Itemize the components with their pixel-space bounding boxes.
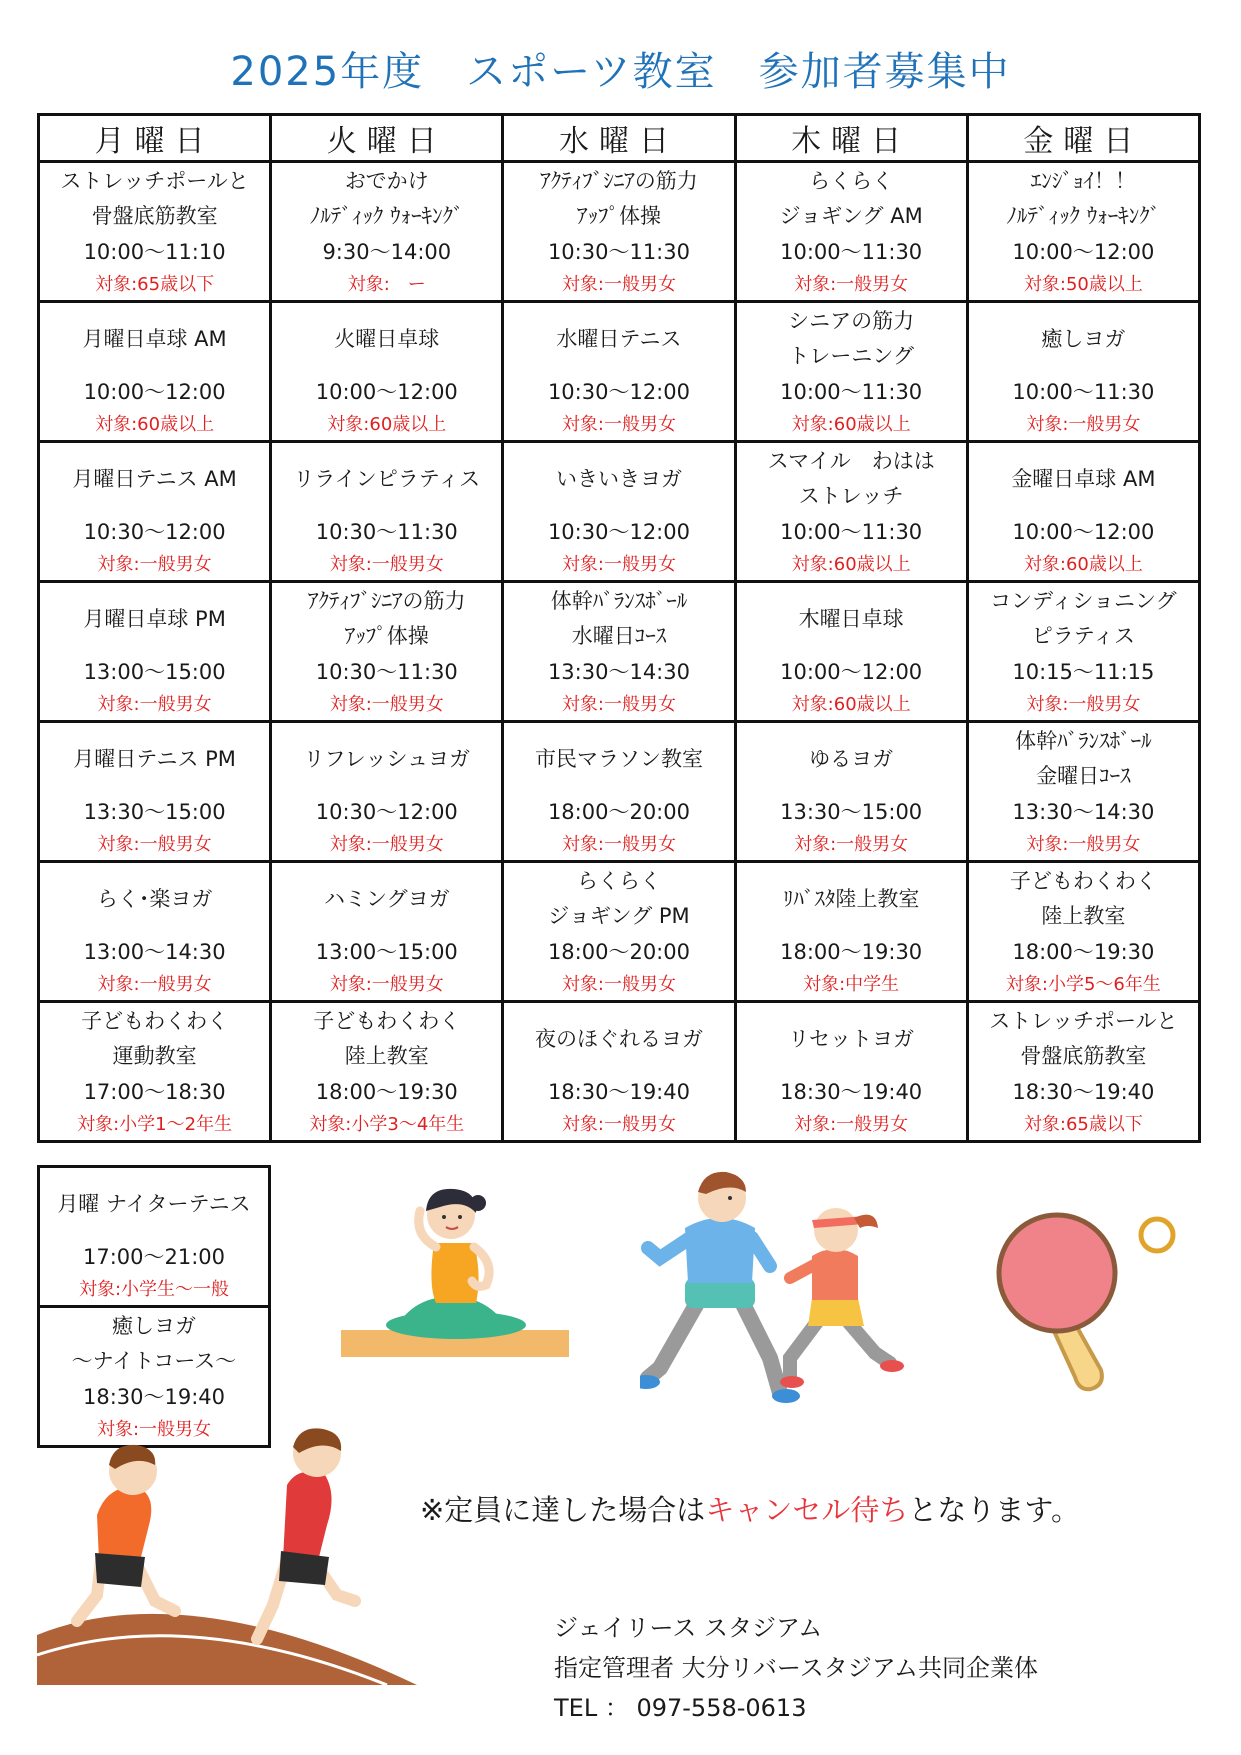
class-time: 18:00～19:30 bbox=[780, 940, 923, 964]
class-target: 対象:一般男女 bbox=[329, 694, 444, 715]
class-name bbox=[504, 1003, 733, 1075]
class-cell-tue bbox=[271, 1002, 503, 1142]
class-time: 18:00～19:30 bbox=[315, 1080, 458, 1104]
class-target: 対象:一般男女 bbox=[561, 1114, 676, 1135]
class-name-line: 市民マラソン教室 bbox=[534, 746, 703, 771]
class-cell-thu bbox=[735, 862, 967, 1002]
class-time: 10:15～11:15 bbox=[1012, 660, 1155, 684]
class-name bbox=[969, 303, 1198, 375]
manager-name: 指定管理者 大分リバースタジアム共同企業体 bbox=[554, 1654, 1039, 1682]
class-cell-fri bbox=[967, 722, 1199, 862]
class-cell-mon bbox=[39, 862, 271, 1002]
class-name-line: ピラティス bbox=[1031, 624, 1136, 648]
class-target: 対象:60歳以上 bbox=[791, 554, 911, 575]
class-cell-thu bbox=[735, 722, 967, 862]
class-time: 10:00～12:00 bbox=[1012, 240, 1155, 264]
class-time: 10:00～11:30 bbox=[1012, 380, 1155, 404]
class-target: 対象:一般男女 bbox=[329, 974, 444, 995]
class-time: 18:00～20:00 bbox=[547, 800, 690, 824]
class-cell-content bbox=[272, 1003, 501, 1140]
class-cell-mon bbox=[39, 582, 271, 722]
class-cell-wed bbox=[503, 582, 735, 722]
class-name bbox=[272, 583, 501, 655]
class-cell-content bbox=[272, 583, 501, 720]
class-cell-content bbox=[272, 863, 501, 1000]
class-name-line: ジョギング PM bbox=[548, 904, 690, 928]
class-target: 対象:一般男女 bbox=[96, 1419, 212, 1440]
class-time: 18:00～20:00 bbox=[547, 940, 690, 964]
class-time: 13:00～15:00 bbox=[315, 940, 458, 964]
class-target: 対象:一般男女 bbox=[561, 554, 676, 575]
class-name-line: 月曜日卓球 PM bbox=[83, 606, 226, 631]
class-target: 対象:一般男女 bbox=[794, 834, 909, 855]
class-target: 対象:一般男女 bbox=[329, 834, 444, 855]
class-cell-wed bbox=[503, 1002, 735, 1142]
class-time: 10:00～12:00 bbox=[1012, 520, 1155, 544]
class-cell-content bbox=[737, 863, 966, 1000]
class-name-line: ゆるヨガ bbox=[809, 746, 894, 771]
class-cell-content bbox=[969, 163, 1198, 300]
class-name bbox=[969, 723, 1198, 795]
class-cell-content bbox=[504, 583, 733, 720]
schedule-row bbox=[39, 302, 1200, 442]
class-name bbox=[969, 443, 1198, 515]
class-cell-tue bbox=[271, 722, 503, 862]
class-name-line: ～ナイトコース～ bbox=[71, 1349, 237, 1373]
class-cell-content bbox=[737, 583, 966, 720]
day-header-tue: 火曜日 bbox=[271, 115, 503, 162]
class-name-line: 月曜日テニス PM bbox=[73, 746, 236, 771]
class-name-line: スマイル わはは bbox=[767, 449, 935, 473]
class-name-line: ｱｸﾃｨﾌﾞｼﾆｱの筋力 bbox=[308, 589, 466, 613]
class-target: 対象:一般男女 bbox=[97, 554, 212, 575]
phone-number: TEL ： 097-558-0613 bbox=[554, 1694, 807, 1722]
class-name-line: 陸上教室 bbox=[344, 1044, 429, 1068]
class-cell-content bbox=[272, 163, 501, 300]
class-name-line: 水曜日テニス bbox=[556, 326, 682, 351]
class-name bbox=[40, 863, 269, 935]
class-cell-wed bbox=[503, 162, 735, 302]
class-name bbox=[40, 1308, 268, 1380]
class-name bbox=[969, 863, 1198, 935]
class-name-line: 月曜 ナイターテニス bbox=[57, 1191, 251, 1216]
class-time: 18:30～19:40 bbox=[547, 1080, 690, 1104]
class-target: 対象:60歳以上 bbox=[791, 694, 911, 715]
class-name-line: 水曜日ｺｰｽ bbox=[571, 624, 667, 648]
class-cell-tue bbox=[271, 162, 503, 302]
class-cell-content bbox=[40, 443, 269, 580]
class-name bbox=[40, 583, 269, 655]
class-time: 10:00～11:30 bbox=[780, 380, 923, 404]
class-target: 対象:一般男女 bbox=[561, 694, 676, 715]
class-name bbox=[504, 583, 733, 655]
class-time: 10:30～12:00 bbox=[547, 380, 690, 404]
class-cell-content bbox=[272, 303, 501, 440]
schedule-row bbox=[39, 862, 1200, 1002]
class-time: 13:30～14:30 bbox=[547, 660, 690, 684]
class-name-line: 夜のほぐれるヨガ bbox=[534, 1026, 703, 1051]
class-name-line: らく･楽ヨガ bbox=[96, 886, 213, 911]
class-name bbox=[504, 443, 733, 515]
class-time: 18:30～19:40 bbox=[1012, 1080, 1155, 1104]
class-cell-content bbox=[40, 723, 269, 860]
class-cell-content bbox=[504, 163, 733, 300]
class-cell-wed bbox=[503, 302, 735, 442]
class-name bbox=[272, 723, 501, 795]
class-target: 対象:65歳以下 bbox=[95, 274, 215, 295]
class-cell-fri bbox=[967, 1002, 1199, 1142]
class-cell-mon bbox=[39, 302, 271, 442]
class-name-line: 子どもわくわく bbox=[1009, 869, 1157, 893]
class-cell-content bbox=[969, 443, 1198, 580]
class-name bbox=[272, 163, 501, 235]
schedule-row bbox=[39, 582, 1200, 722]
schedule-row bbox=[39, 162, 1200, 302]
ping-pong-paddle-illustration bbox=[995, 1205, 1195, 1395]
class-name-line: リフレッシュヨガ bbox=[303, 746, 471, 771]
class-cell-fri bbox=[967, 162, 1199, 302]
class-cell-thu bbox=[735, 442, 967, 582]
class-name bbox=[504, 303, 733, 375]
class-name-line: 木曜日卓球 bbox=[798, 606, 904, 631]
class-target: 対象:小学生～一般 bbox=[78, 1279, 230, 1300]
class-cell-fri bbox=[967, 582, 1199, 722]
class-time: 18:30～19:40 bbox=[780, 1080, 923, 1104]
class-target: 対象:中学生 bbox=[803, 974, 900, 995]
class-cell-tue bbox=[271, 862, 503, 1002]
class-name-line: おでかけ bbox=[344, 169, 429, 193]
class-cell-content bbox=[40, 163, 269, 300]
class-name-line: ストレッチポールと bbox=[989, 1009, 1178, 1033]
class-time: 17:00～21:00 bbox=[82, 1245, 226, 1269]
class-name-line: 運動教室 bbox=[112, 1044, 197, 1068]
class-cell-content bbox=[737, 163, 966, 300]
class-name-line: ジョギング AM bbox=[779, 204, 923, 228]
class-name bbox=[737, 1003, 966, 1075]
class-cell-content bbox=[504, 863, 733, 1000]
class-target: 対象:小学1～2年生 bbox=[77, 1114, 233, 1135]
class-cell-content bbox=[969, 583, 1198, 720]
class-time: 18:30～19:40 bbox=[82, 1385, 226, 1409]
class-cell-thu bbox=[735, 1002, 967, 1142]
class-time: 10:00～12:00 bbox=[83, 380, 226, 404]
extra-row bbox=[39, 1167, 270, 1307]
class-cell-content bbox=[737, 443, 966, 580]
class-target: 対象:一般男女 bbox=[329, 554, 444, 575]
class-target: 対象:50歳以上 bbox=[1023, 274, 1143, 295]
class-time: 9:30～14:00 bbox=[322, 240, 452, 264]
class-cell-mon bbox=[39, 722, 271, 862]
class-target: 対象:一般男女 bbox=[561, 974, 676, 995]
class-cell-thu bbox=[735, 162, 967, 302]
class-name-line: 火曜日卓球 bbox=[334, 326, 440, 351]
class-name bbox=[272, 1003, 501, 1075]
class-time: 10:30～12:00 bbox=[315, 800, 458, 824]
class-cell-content bbox=[504, 723, 733, 860]
class-time: 10:00～12:00 bbox=[780, 660, 923, 684]
schedule-row bbox=[39, 1002, 1200, 1142]
class-cell-content bbox=[40, 863, 269, 1000]
class-name bbox=[40, 1003, 269, 1075]
class-name-line: ｱｸﾃｨﾌﾞｼﾆｱの筋力 bbox=[540, 169, 698, 193]
class-name-line: 月曜日テニス AM bbox=[72, 466, 237, 491]
class-name-line: 骨盤底筋教室 bbox=[1020, 1044, 1147, 1068]
class-name bbox=[737, 163, 966, 235]
class-target: 対象:一般男女 bbox=[794, 274, 909, 295]
class-target: 対象:60歳以上 bbox=[95, 414, 215, 435]
class-name-line: 骨盤底筋教室 bbox=[91, 204, 218, 228]
class-target: 対象:一般男女 bbox=[1026, 834, 1141, 855]
class-cell-content bbox=[969, 303, 1198, 440]
class-time: 13:30～14:30 bbox=[1012, 800, 1155, 824]
class-name bbox=[504, 863, 733, 935]
class-name bbox=[737, 443, 966, 515]
class-target: 対象:一般男女 bbox=[561, 274, 676, 295]
class-name bbox=[40, 163, 269, 235]
class-name bbox=[969, 583, 1198, 655]
class-target: 対象:一般男女 bbox=[561, 834, 676, 855]
schedule-row bbox=[39, 442, 1200, 582]
class-cell-mon bbox=[39, 162, 271, 302]
class-target: 対象: ー bbox=[347, 274, 426, 295]
class-name-line: ﾉﾙﾃﾞｨｯｸ ｳｫｰｷﾝｸﾞ bbox=[309, 204, 464, 228]
day-header-mon: 月曜日 bbox=[39, 115, 271, 162]
class-name-line: 癒しヨガ bbox=[1041, 326, 1126, 351]
day-header-row bbox=[39, 115, 1200, 162]
schedule-table bbox=[37, 113, 1201, 1143]
class-time: 13:30～15:00 bbox=[83, 800, 226, 824]
class-time: 10:30～11:30 bbox=[315, 660, 458, 684]
extra-class-cell bbox=[39, 1167, 270, 1307]
class-target: 対象:一般男女 bbox=[794, 1114, 909, 1135]
footer-contact bbox=[554, 1608, 1038, 1728]
class-cell-content bbox=[504, 443, 733, 580]
class-cell-mon bbox=[39, 442, 271, 582]
class-name-line: いきいきヨガ bbox=[555, 466, 682, 491]
class-cell-thu bbox=[735, 582, 967, 722]
class-cell-wed bbox=[503, 442, 735, 582]
class-name-line: 体幹ﾊﾞﾗﾝｽﾎﾞｰﾙ bbox=[1015, 729, 1152, 753]
class-cell-content bbox=[969, 723, 1198, 860]
class-name-line: ストレッチポールと bbox=[60, 169, 249, 193]
class-time: 10:30～12:00 bbox=[83, 520, 226, 544]
class-name bbox=[40, 303, 269, 375]
class-cell-content bbox=[40, 583, 269, 720]
class-name-line: ﾉﾙﾃﾞｨｯｸ ｳｫｰｷﾝｸﾞ bbox=[1006, 204, 1161, 228]
class-name-line: らくらく bbox=[809, 169, 894, 193]
class-target: 対象:一般男女 bbox=[1026, 414, 1141, 435]
class-target: 対象:60歳以上 bbox=[327, 414, 447, 435]
class-time: 10:00～11:30 bbox=[780, 240, 923, 264]
class-name-line: 月曜日卓球 AM bbox=[82, 326, 227, 351]
class-name-line: 金曜日ｺｰｽ bbox=[1036, 764, 1131, 788]
runners-illustration bbox=[640, 1168, 940, 1408]
class-time: 13:00～15:00 bbox=[83, 660, 226, 684]
class-time: 10:30～11:30 bbox=[315, 520, 458, 544]
class-target: 対象:一般男女 bbox=[97, 974, 212, 995]
class-cell-fri bbox=[967, 302, 1199, 442]
class-name-line: ｱｯﾌﾟ体操 bbox=[344, 624, 429, 648]
class-time: 10:00～12:00 bbox=[315, 380, 458, 404]
notice-text: ※定員に達した場合は bbox=[420, 1493, 706, 1527]
class-name-line: リセットヨガ bbox=[788, 1026, 915, 1051]
class-cell-wed bbox=[503, 862, 735, 1002]
class-name-line: ハミングヨガ bbox=[323, 886, 450, 911]
class-target: 対象:一般男女 bbox=[97, 834, 212, 855]
class-name-line: 子どもわくわく bbox=[313, 1009, 461, 1033]
venue-name: ジェイリース スタジアム bbox=[554, 1614, 823, 1642]
class-target: 対象:小学3～4年生 bbox=[309, 1114, 465, 1135]
class-name-line: 陸上教室 bbox=[1041, 904, 1126, 928]
class-cell-fri bbox=[967, 442, 1199, 582]
class-name-line: ストレッチ bbox=[798, 484, 904, 508]
class-cell-content bbox=[272, 723, 501, 860]
class-name-line: 子どもわくわく bbox=[81, 1009, 229, 1033]
class-cell-tue bbox=[271, 442, 503, 582]
day-header-wed: 水曜日 bbox=[503, 115, 735, 162]
yoga-illustration bbox=[336, 1185, 576, 1365]
class-target: 対象:60歳以上 bbox=[1023, 554, 1143, 575]
day-header-fri: 金曜日 bbox=[967, 115, 1199, 162]
class-cell-content bbox=[737, 303, 966, 440]
class-time: 13:30～15:00 bbox=[780, 800, 923, 824]
class-name bbox=[504, 723, 733, 795]
class-name bbox=[737, 583, 966, 655]
class-name-line: ﾘﾊﾞｽﾀ陸上教室 bbox=[782, 886, 920, 911]
class-name-line: シニアの筋力 bbox=[788, 309, 915, 333]
class-time: 10:00～11:30 bbox=[780, 520, 923, 544]
class-name-line: トレーニング bbox=[788, 344, 914, 368]
class-target: 対象:小学5～6年生 bbox=[1005, 974, 1161, 995]
day-header-thu: 木曜日 bbox=[735, 115, 967, 162]
class-time: 10:00～11:10 bbox=[83, 240, 226, 264]
class-time: 10:30～11:30 bbox=[547, 240, 690, 264]
class-name-line: 癒しヨガ bbox=[112, 1314, 196, 1338]
extra-classes-table bbox=[37, 1165, 271, 1448]
class-cell-content bbox=[969, 1003, 1198, 1140]
class-target: 対象:一般男女 bbox=[1026, 694, 1141, 715]
class-target: 対象:60歳以上 bbox=[791, 414, 911, 435]
class-name bbox=[504, 163, 733, 235]
class-name bbox=[40, 1168, 268, 1240]
class-target: 対象:一般男女 bbox=[561, 414, 676, 435]
class-time: 18:00～19:30 bbox=[1012, 940, 1155, 964]
page-title: 2025年度 スポーツ教室 参加者募集中 bbox=[230, 49, 1011, 95]
class-name-line: ｴﾝｼﾞｮｲ！！ bbox=[1030, 169, 1136, 193]
class-name-line: コンディショニング bbox=[990, 589, 1177, 613]
class-cell-tue bbox=[271, 582, 503, 722]
notice-highlight: キャンセル待ち bbox=[705, 1493, 909, 1527]
class-name-line: らくらく bbox=[576, 869, 661, 893]
class-name bbox=[272, 443, 501, 515]
class-name bbox=[40, 723, 269, 795]
class-cell-tue bbox=[271, 302, 503, 442]
class-time: 17:00～18:30 bbox=[83, 1080, 226, 1104]
class-cell-mon bbox=[39, 1002, 271, 1142]
class-cell-wed bbox=[503, 722, 735, 862]
class-target: 対象:65歳以下 bbox=[1023, 1114, 1143, 1135]
class-cell-content bbox=[40, 1003, 269, 1140]
class-cell-content bbox=[40, 303, 269, 440]
class-name-line: 金曜日卓球 AM bbox=[1011, 466, 1156, 491]
class-name-line: リラインピラティス bbox=[293, 466, 481, 491]
class-cell-content bbox=[504, 303, 733, 440]
class-cell-content bbox=[272, 443, 501, 580]
schedule-row bbox=[39, 722, 1200, 862]
cancellation-notice bbox=[420, 1488, 1080, 1529]
track-runners-illustration bbox=[37, 1425, 417, 1690]
extra-class-cell-content bbox=[40, 1168, 268, 1305]
class-cell-thu bbox=[735, 302, 967, 442]
class-name bbox=[969, 163, 1198, 235]
class-name bbox=[272, 863, 501, 935]
class-name-line: ｱｯﾌﾟ体操 bbox=[576, 204, 661, 228]
class-name bbox=[969, 1003, 1198, 1075]
class-time: 13:00～14:30 bbox=[83, 940, 226, 964]
class-name bbox=[40, 443, 269, 515]
class-cell-fri bbox=[967, 862, 1199, 1002]
class-cell-content bbox=[969, 863, 1198, 1000]
class-name bbox=[272, 303, 501, 375]
class-name bbox=[737, 303, 966, 375]
class-name bbox=[737, 863, 966, 935]
class-time: 10:30～12:00 bbox=[547, 520, 690, 544]
class-name-line: 体幹ﾊﾞﾗﾝｽﾎﾞｰﾙ bbox=[550, 589, 688, 613]
notice-text-end: となります。 bbox=[908, 1493, 1081, 1527]
class-target: 対象:一般男女 bbox=[97, 694, 212, 715]
class-cell-content bbox=[504, 1003, 733, 1140]
class-name bbox=[737, 723, 966, 795]
class-cell-content bbox=[737, 723, 966, 860]
class-cell-content bbox=[737, 1003, 966, 1140]
